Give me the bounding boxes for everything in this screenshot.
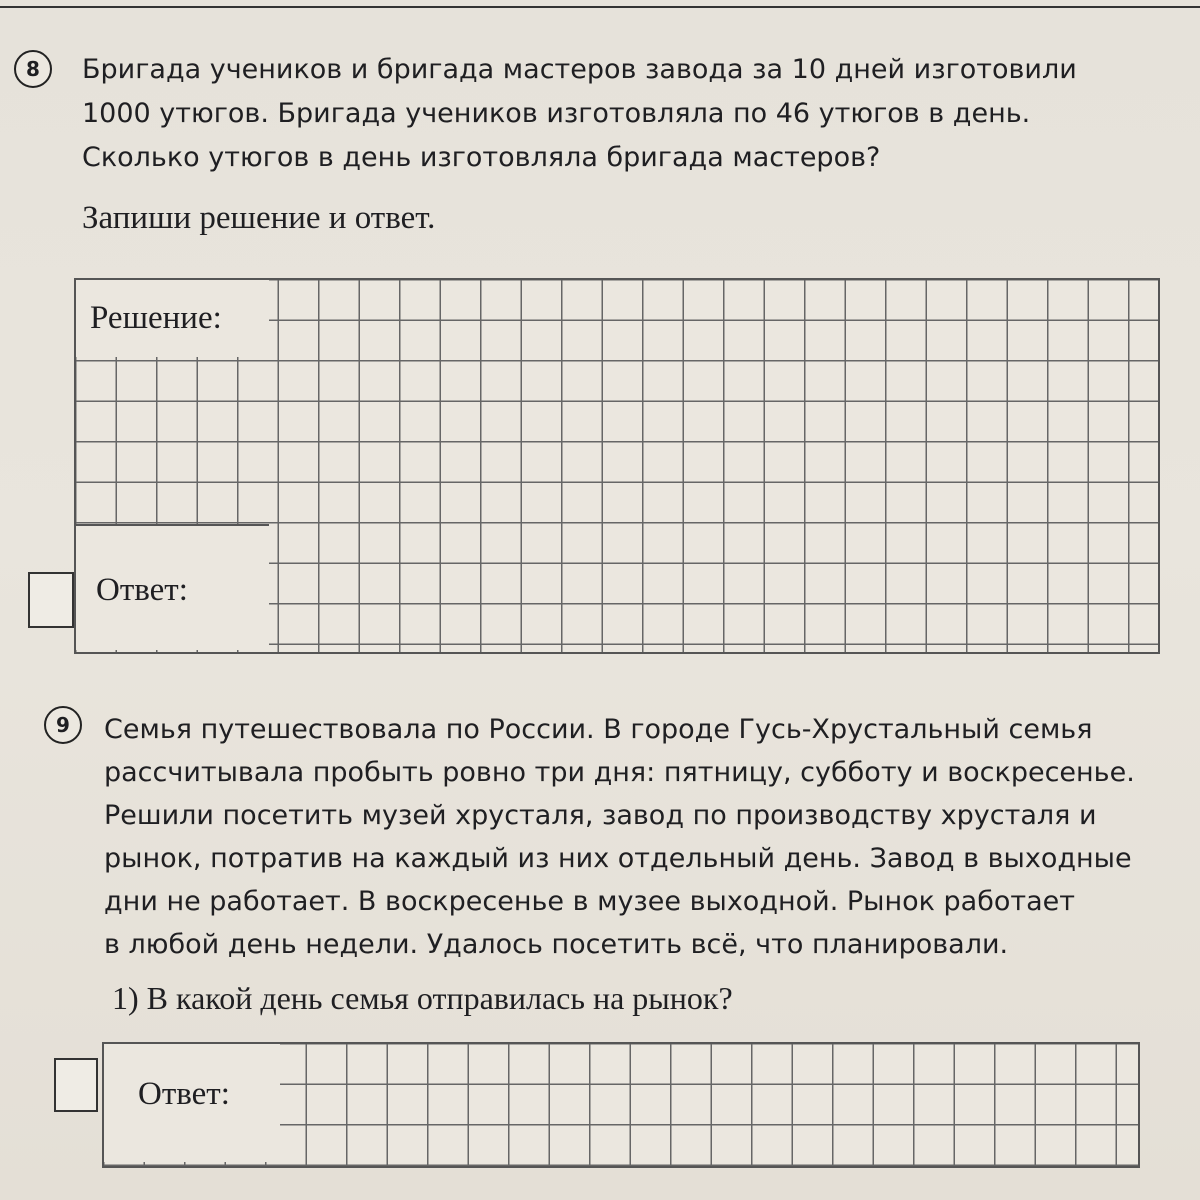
top-border-line [0, 0, 1200, 8]
task-8-score-checkbox[interactable] [28, 572, 74, 628]
task-8-text [82, 48, 1077, 180]
task-8-line-1: Бригада учеников и бригада мастеров завода за 10 дней изготовили [82, 54, 1077, 85]
task-9-line-5: дни не работает. В воскресенье в музее выходной. Рынок работает [104, 886, 1075, 917]
task-9-line-6: в любой день недели. Удалось посетить всё, что планировали. [104, 929, 1009, 960]
task-9-answer-label: Ответ: [138, 1076, 230, 1112]
task-9-line-4: рынок, потратив на каждый из них отдельный день. Завод в выходные [104, 843, 1132, 874]
task-9-question: 1) В какой день семья отправилась на рынок? [112, 980, 733, 1016]
solution-label: Решение: [90, 300, 222, 336]
task-9-line-2: рассчитывала пробыть ровно три дня: пятницу, субботу и воскресенье. [104, 757, 1135, 788]
task-8-number-badge: 8 [14, 50, 52, 88]
task-9-line-3: Решили посетить музей хрусталя, завод по производству хрусталя и [104, 800, 1097, 831]
task-9-number-badge: 9 [44, 706, 82, 744]
task-9-score-checkbox[interactable] [54, 1058, 98, 1112]
task-8-line-2: 1000 утюгов. Бригада учеников изготовляла по 46 утюгов в день. [82, 98, 1031, 129]
task-9-line-1: Семья путешествовала по России. В городе Гусь-Хрустальный семья [104, 714, 1093, 745]
task-9-text [104, 708, 1135, 966]
task-8-line-3: Сколько утюгов в день изготовляла бригада мастеров? [82, 142, 881, 173]
task-8-answer-label: Ответ: [96, 572, 188, 608]
task-8-instruction: Запиши решение и ответ. [82, 200, 436, 236]
